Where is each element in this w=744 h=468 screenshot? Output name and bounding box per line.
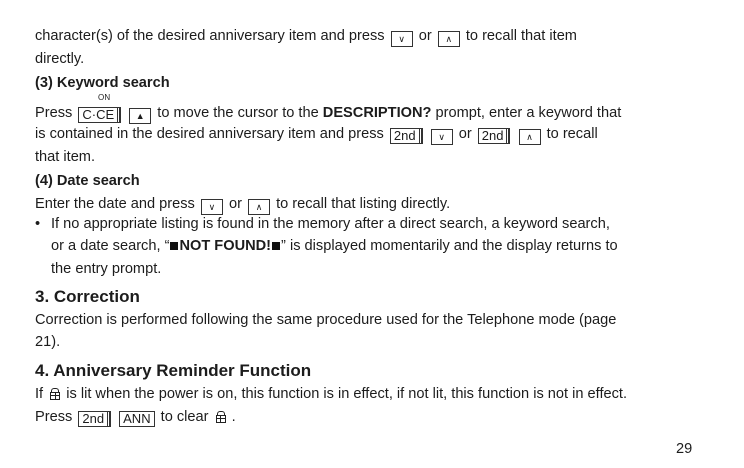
down-key-icon: ∨ xyxy=(391,31,413,47)
keyword-line-3: that item. xyxy=(35,149,96,165)
reminder-line-2 xyxy=(35,408,236,427)
on-label: ON xyxy=(98,93,111,102)
correction-line-2: 21). xyxy=(35,334,61,350)
second-key-icon: 2nd xyxy=(478,128,508,144)
second-key-icon: 2nd xyxy=(390,128,420,144)
keyword-search-heading: (3) Keyword search xyxy=(35,75,170,91)
reminder-text-2: to clear xyxy=(160,409,209,425)
gift-icon xyxy=(215,411,226,422)
date-text-2: to recall that listing directly. xyxy=(276,196,451,212)
reminder-text-if: If xyxy=(35,386,44,402)
keyword-text-1: to move the cursor to the xyxy=(157,105,319,121)
black-square-icon xyxy=(170,242,178,250)
date-line-1 xyxy=(35,195,450,215)
description-prompt: DESCRIPTION? xyxy=(322,105,432,121)
date-text-1: Enter the date and press xyxy=(35,196,195,212)
or-text: or xyxy=(458,126,472,142)
intro-line-2: directly. xyxy=(35,51,85,67)
not-found-message: NOT FOUND! xyxy=(179,238,272,254)
reminder-line-1 xyxy=(35,385,627,403)
ann-key-icon: ANN xyxy=(119,411,154,427)
keyword-line-1 xyxy=(35,104,621,124)
bullet-line-2 xyxy=(51,237,618,255)
down-key-icon: ∨ xyxy=(431,129,453,145)
or-text: or xyxy=(228,196,242,212)
up-key-icon: ∧ xyxy=(438,31,460,47)
or-text: or xyxy=(418,28,432,44)
gift-icon xyxy=(49,388,60,399)
bullet-line-1: If no appropriate listing is found in the memory after a direct search, a keyword search, xyxy=(51,216,610,232)
down-key-icon: ∨ xyxy=(201,199,223,215)
second-key-icon: 2nd xyxy=(78,411,108,427)
cursor-up-key-icon: ▲ xyxy=(129,108,151,124)
up-key-icon: ∧ xyxy=(519,129,541,145)
press-text: Press xyxy=(35,105,73,121)
keyword-line-2 xyxy=(35,125,598,145)
keyword-text-4: to recall xyxy=(546,126,598,142)
up-key-icon: ∧ xyxy=(248,199,270,215)
keyword-text-2: prompt, enter a keyword that xyxy=(435,105,622,121)
bullet-text-2a: or a date search, “ xyxy=(51,238,170,254)
correction-heading: 3. Correction xyxy=(35,287,140,306)
intro-text-2: to recall that item xyxy=(465,28,577,44)
reminder-heading: 4. Anniversary Reminder Function xyxy=(35,361,312,380)
bullet-line-3: the entry prompt. xyxy=(51,261,162,277)
intro-text: character(s) of the desired anniversary item and press xyxy=(35,28,385,44)
intro-line-1 xyxy=(35,27,577,47)
c-ce-key-icon: C·CE xyxy=(78,107,118,123)
reminder-text-1: is lit when the power is on, this function is in effect, if not lit, this function is not in effect. xyxy=(66,386,628,402)
date-search-heading: (4) Date search xyxy=(35,173,140,189)
period-text: . xyxy=(231,409,236,425)
correction-line-1: Correction is performed following the same procedure used for the Telephone mode (page xyxy=(35,312,617,328)
press-text: Press xyxy=(35,409,73,425)
bullet-text-2b: ” is displayed momentarily and the display returns to xyxy=(281,238,618,254)
bullet-mark: • xyxy=(35,216,41,232)
page-number: 29 xyxy=(676,441,693,457)
keyword-text-3: is contained in the desired anniversary item and press xyxy=(35,126,384,142)
black-square-icon xyxy=(272,242,280,250)
